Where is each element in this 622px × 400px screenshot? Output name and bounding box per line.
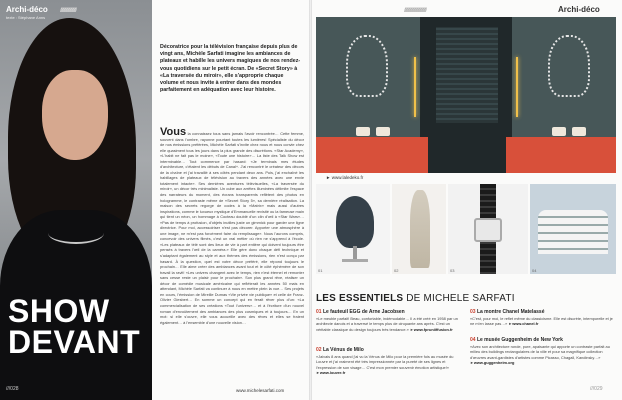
set-pillow xyxy=(552,127,566,136)
right-rubric: Archi-déco xyxy=(558,5,600,14)
essential-text: «Le meuble parfait! Beau, confortable, indémodable… Il a été créé en 1958 par un architecte danois et a traversé le temps plus de cinquante ans après. C'est un véritable classique du design toujours très tendance.» xyxy=(316,316,458,332)
portrait-necklace xyxy=(48,222,104,244)
left-folio: ///028 xyxy=(6,386,19,392)
set-pillow xyxy=(376,127,390,136)
essential-url[interactable]: www.louvre.fr xyxy=(319,369,346,375)
essential-text: «Jaivais 8 ans quand j'ai vu la Vénus de Milo pour la première fois au musée du Louvre et j'ai vraiment été très impressionnée par la pureté de ses lignes et l'expression de son visage… C'est mon premier souvenir émotion artistique!» xyxy=(316,354,454,370)
thumb-venus xyxy=(392,184,446,274)
essential-text: «Avec son architecture ronde, pure, apaisante qui apporte un contraste parfait au milieu des buildings rectangulaires de la ville et pour sa magnifique collection d'œuvres avant-gardistes d'artistes comme Picasso, Chagall, Kandinsky…» xyxy=(470,344,610,360)
essential-item-02 xyxy=(316,348,459,375)
essential-title: La Vénus de Milo xyxy=(322,347,364,353)
essential-url[interactable]: www.fpruniiffusion.fr xyxy=(413,326,453,332)
essential-number: 04 xyxy=(470,337,476,343)
essential-number: 02 xyxy=(316,347,322,353)
essential-number: 03 xyxy=(470,309,476,315)
thumb-watch xyxy=(448,184,528,274)
thumb-number: 01 xyxy=(318,268,323,273)
egg-chair-shape xyxy=(336,196,374,248)
watch-face-shape xyxy=(474,218,502,242)
egg-chair-stem xyxy=(353,246,357,260)
essentials-title-rest: DE MICHELE SARFATI xyxy=(403,293,515,304)
venus-statue-shape xyxy=(410,190,430,268)
arrow-icon: ► xyxy=(508,321,513,327)
set-lamp-left xyxy=(414,57,416,117)
essentials-title xyxy=(316,293,515,304)
essential-title: La montre Chanel Matelassé xyxy=(476,309,545,315)
set-pillow xyxy=(572,127,586,136)
article-intro: Décoratrice pour la télévision française depuis plus de vingt ans, Michèle Sarfati imagine les ambiances de plateaux et habille les univers magiques de nos rendez-vous quotidiens sur le petit écran. De «Secret Story» à «La traversée du miroir», elle s'approprie chaque volume et nous invite à entrer dans des mondes parfaitement en adéquation avec leur histoire. xyxy=(160,44,301,94)
arrow-icon: ► xyxy=(470,359,474,365)
article-title-line2: DEVANT xyxy=(8,324,141,360)
set-bed-left xyxy=(316,137,428,173)
essential-heading xyxy=(470,310,613,315)
essential-heading xyxy=(470,338,613,343)
article-body-text: la connaissez tous sans jamais l'avoir rencontrée… Cette femme, souvent dans l'ombre, rayonne pourtant toutes les lumières! Spécialiste du décor de nos émissions préférées, Michèle Sarfati s'invite chez nous et nous convie chez elle quasiment tous les jours dans la plus grande des discrétions. «Star Academy», «L'habit ne fait pas le moine», «Toute une histoire»… La liste des Talk Show est interminable… Tout commence par hasard: «Je terminais mes études d'architecture, c'étaient les débuts de Canal+. J'ai rencontré le créateur des décors de la chaîne et j'ai travaillé à ses côtés pendant deux ans. Puis, j'ai enchaîné les habillages de plateaux de télévision au travers des années avec une envie totalement intacte». Ses dernières aventures télévisuelles, «La traversée du miroir», un décor très minimaliste. Un cube aux arrêtes illuminées délimite l'espace des narrateurs du moment, des écrans transparents reflètent des photos en hologramme, le contraste même de «Secret Story 5», sa dernière réalisation. La maison des secrets regorge de codes à la «Matrix» mais aussi d'autres inspirations, comme le luxueux mystique d'Emmanuelle revisité ou la fameuse main qui tient un néon, un hommage à Cocteau doublé d'un clin d'œil à «Star Wars»… «Pas de temps à profusion, d'objets inutiles juste un gimmick pour garder une ligne directrice. Pour moi, accessoiriser n'est pas décorer. Apporter une atmosphère à une image, ne m'est pas forcément faire du remplissage». Nous l'aurons compris, concevoir des univers filmés, c'est un vrai métier où rien ne s'apprend à l'école. «Les plateaux de télé sont des lieux de vie à part entière qui doivent toujours être pensés à travers l'œil de la caméra.» Elle gère donc chaque défi technique et s'adaptant également au style et aux thèmes des émissions, rien n'est conçu par hasard. À la question, quel est votre décor préféré, elle répond toujours le prochain… Elle aime créer des ambiances avant tout et le côté éphémère de son travail la ravit! «Les univers changent avec le temps, rien n'est éternel et remonter sans cesse reste un plaisir pour le prochain». Son plus grand rêve, réaliser un décor de comédie musicale américaine qui refléterait les années 50 mais en attendant, Michèle Sarfati va continuer à nous en mettre plein la vue… Ses projets en cours, l'émission de Mireille Dumas «Vie privée vie publique» et celle de Franz-Olivier Giesbert… En somme un concept qui en ferait rêver plus d'un: «La commercialisation de ses créations «Tout l'univers»… et à l'écriture d'un nouvel roman d'envoûtement des ambiances des plus cosmiques et à toujours… En un mot: si elle s'ouvre, elle vous accueille avec des rêves et elles se fraient également… à l'ensemble d'une nouvelle vision… xyxy=(160,131,304,325)
essentials-title-bold: LES ESSENTIELS xyxy=(316,293,404,304)
right-rubric-slashes: ///////////////////////////////// xyxy=(404,8,427,14)
portrait-face xyxy=(42,70,108,160)
essential-text: «C'est, pour moi, le reflet même du classicisme. Elle est discrète, intemporelle et je ne m'en lasse pas…» xyxy=(470,316,613,327)
arrow-icon: ► xyxy=(316,369,320,375)
thumb-number: 04 xyxy=(532,268,537,273)
thumb-egg-chair xyxy=(316,184,390,274)
set-pillow xyxy=(356,127,370,136)
tv-set-photo xyxy=(316,17,616,173)
essential-title: Le fauteuil EGG de Arne Jacobsen xyxy=(322,309,405,315)
thumb-guggenheim xyxy=(530,184,616,274)
essential-url[interactable]: www.chanel.fr xyxy=(512,321,539,327)
set-ornament-left xyxy=(346,35,388,97)
set-ornament-right xyxy=(548,35,590,97)
thumb-number: 02 xyxy=(394,268,399,273)
page-gutter xyxy=(309,0,312,400)
essential-title: Le musée Guggenheim de New York xyxy=(476,337,563,343)
arrow-icon: ► xyxy=(409,326,414,332)
essential-number: 01 xyxy=(316,309,322,315)
set-bed-right xyxy=(506,137,616,173)
left-rubric-slashes: //////////////////////// xyxy=(60,8,77,14)
essential-item-04 xyxy=(470,338,613,365)
article-dropcap: Vous xyxy=(160,126,187,138)
arrow-icon: ► xyxy=(326,175,332,180)
egg-chair-foot xyxy=(342,259,368,262)
photo-credit-url[interactable]: www.laledeko.fr xyxy=(331,175,364,180)
article-title xyxy=(8,293,141,360)
essential-url[interactable]: www.guggenheim.org xyxy=(473,359,515,365)
set-lamp-right xyxy=(516,57,518,117)
essential-item-03 xyxy=(470,310,613,327)
essential-item-01 xyxy=(316,310,459,332)
set-screen xyxy=(436,27,498,123)
left-rubric: Archi-déco xyxy=(6,5,48,14)
article-url[interactable]: www.michelesarfati.com xyxy=(236,388,285,393)
thumb-number: 03 xyxy=(450,268,455,273)
right-folio: ///029 xyxy=(590,386,603,392)
essential-heading xyxy=(316,310,459,315)
article-body xyxy=(160,128,304,325)
left-rubric-credit: texte : Stéphane Anns xyxy=(6,15,46,20)
essential-heading xyxy=(316,348,459,353)
guggenheim-shape xyxy=(538,210,608,254)
photo-credit[interactable] xyxy=(326,175,363,180)
article-title-line1: SHOW xyxy=(8,293,110,329)
